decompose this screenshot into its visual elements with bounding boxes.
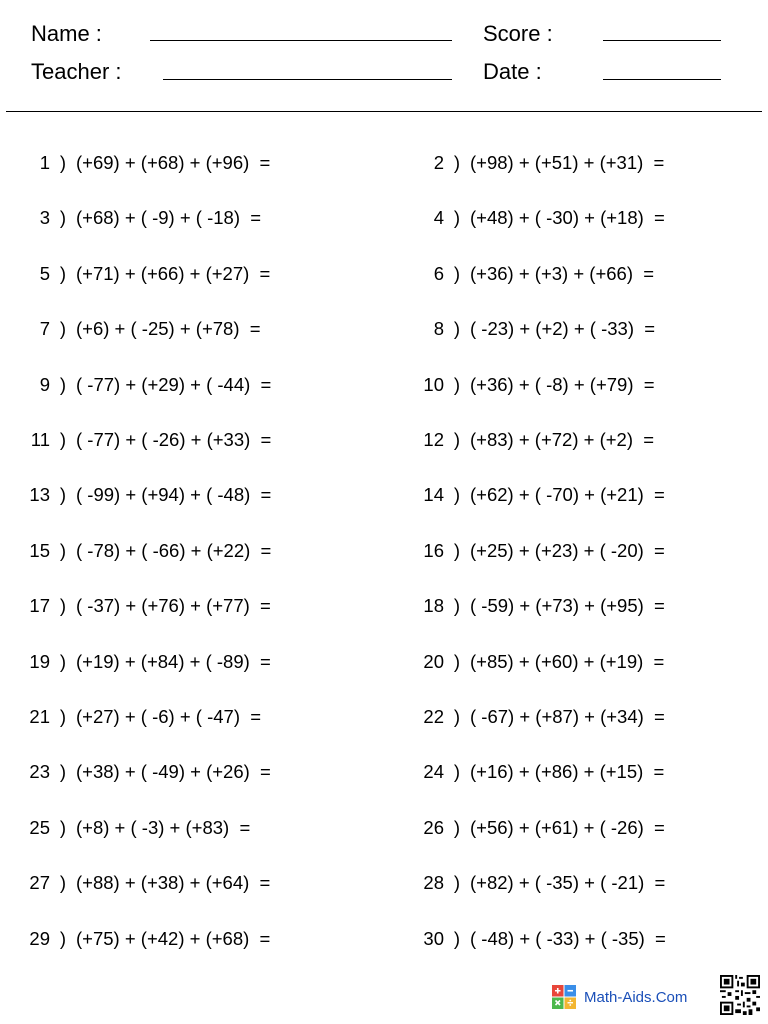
problem-item [16,373,272,395]
problem-number: 27 [29,872,50,894]
problem-number: 15 [29,539,50,561]
problem-number-paren: ) [59,152,67,173]
problem-expression: ( -99) + (+94) + ( -48) = [76,484,272,506]
problem-number-paren: ) [59,207,67,229]
problem-item [16,431,271,450]
problem-number: 14 [423,484,444,506]
problem-expression: (+75) + (+42) + (+68) = [76,927,271,949]
problem-expression: (+48) + ( -30) + (+18) = [470,207,665,229]
problem-item [410,431,654,450]
problem-number: 23 [29,761,50,783]
problem-number-paren: ) [453,539,461,561]
problem-expression: ( -48) + ( -33) + ( -35) = [470,927,666,949]
problem-item [16,650,271,672]
problem-number: 3 [39,207,50,229]
problem-item [16,708,261,727]
problem-item [410,209,665,228]
problem-number-paren: ) [453,650,461,672]
problem-item [410,597,665,616]
problem-number: 21 [29,706,50,727]
problem-number-paren: ) [59,373,67,395]
problem-expression: (+36) + ( -8) + (+79) = [470,373,655,395]
problem-number-paren: ) [59,262,67,284]
problem-expression: ( -77) + (+29) + ( -44) = [76,373,272,395]
problem-item [410,373,655,395]
score-label: Score : [483,21,553,46]
problem-number: 26 [423,816,444,838]
problem-number-paren: ) [453,429,461,450]
problem-number-paren: ) [453,927,461,949]
problem-expression: ( -37) + (+76) + (+77) = [76,595,271,617]
problem-number-paren: ) [59,927,67,949]
problem-expression: ( -59) + (+73) + (+95) = [470,595,665,617]
problem-number-paren: ) [453,318,461,340]
problem-item [410,539,665,561]
problem-expression: (+16) + (+86) + (+15) = [470,761,665,783]
problem-number-paren: ) [59,429,67,450]
problem-number: 29 [29,927,50,949]
problem-expression: ( -67) + (+87) + (+34) = [470,706,665,727]
problem-number: 16 [423,539,444,561]
problem-number: 13 [29,484,50,506]
teacher-label: Teacher : [31,59,122,84]
problem-expression: (+19) + (+84) + ( -89) = [76,650,271,672]
site-link[interactable]: Math-Aids.Com [584,989,688,1006]
problem-number-paren: ) [59,595,67,617]
problem-expression: (+83) + (+72) + (+2) = [470,429,655,450]
problem-number: 9 [39,373,50,395]
problem-number: 17 [29,595,50,617]
problem-expression: (+98) + (+51) + (+31) = [470,152,665,173]
problem-number: 24 [423,761,444,783]
problem-number: 2 [433,152,444,173]
problem-item [16,597,271,616]
problem-number-paren: ) [453,373,461,395]
problem-expression: (+69) + (+68) + (+96) = [76,152,271,173]
problem-expression: (+71) + (+66) + (+27) = [76,262,271,284]
problem-number-paren: ) [453,706,461,727]
problem-expression: ( -77) + ( -26) + (+33) = [76,429,272,450]
problem-expression: (+68) + ( -9) + ( -18) = [76,207,262,229]
problem-number: 22 [423,706,444,727]
problem-number-paren: ) [453,152,461,173]
problem-item [410,708,665,727]
problem-number-paren: ) [453,761,461,783]
name-label: Name : [31,21,102,46]
problem-expression: ( -23) + (+2) + ( -33) = [470,318,656,340]
problem-expression: (+62) + ( -70) + (+21) = [470,484,665,506]
problem-number: 28 [423,872,444,894]
problem-item [16,927,271,949]
problem-expression: (+38) + ( -49) + (+26) = [76,761,271,783]
problem-expression: (+82) + ( -35) + ( -21) = [470,872,666,894]
problem-number: 20 [423,650,444,672]
problem-number-paren: ) [453,872,461,894]
problem-number-paren: ) [453,484,461,506]
problem-item [16,154,270,173]
problem-item [410,320,655,339]
problem-item [16,874,270,893]
problem-item [16,262,271,284]
problem-item [410,874,665,893]
problem-number-paren: ) [59,484,67,506]
problem-number-paren: ) [59,539,67,561]
problem-item [410,154,664,173]
problem-number-paren: ) [59,761,67,783]
problem-number-paren: ) [59,650,67,672]
problem-item [16,209,261,228]
problem-item [410,486,665,505]
problem-item [410,262,655,284]
problem-expression: (+27) + ( -6) + ( -47) = [76,706,262,727]
problem-number-paren: ) [453,207,461,229]
problem-item [16,539,272,561]
problem-number: 11 [30,429,50,450]
qr-code-icon [720,975,760,1015]
problem-number: 5 [39,262,50,284]
problem-number-paren: ) [59,318,67,340]
problem-item [16,763,271,782]
problem-expression: (+88) + (+38) + (+64) = [76,872,271,894]
problem-expression: (+8) + ( -3) + (+83) = [76,816,251,838]
math-operations-icon [552,985,576,1009]
problem-item [16,486,271,505]
problem-expression: (+6) + ( -25) + (+78) = [76,318,261,340]
problem-number: 18 [423,595,444,617]
problem-number: 12 [423,429,444,450]
problem-expression: (+25) + (+23) + ( -20) = [470,539,665,561]
problem-number: 19 [29,650,50,672]
problem-number-paren: ) [453,816,461,838]
problem-number-paren: ) [59,706,67,727]
problem-item [410,816,665,838]
problem-item [16,320,261,339]
problem-number: 30 [423,927,444,949]
problem-number-paren: ) [453,595,461,617]
problem-item [16,816,251,838]
problem-expression: ( -78) + ( -66) + (+22) = [76,539,272,561]
problem-number: 10 [423,373,444,395]
problem-expression: (+85) + (+60) + (+19) = [470,650,665,672]
problem-number: 4 [433,207,444,229]
problem-number: 6 [433,262,444,284]
problem-item [410,763,664,782]
date-label: Date : [483,59,542,84]
problem-number-paren: ) [59,872,67,894]
problem-number-paren: ) [453,262,461,284]
problem-item [410,927,666,949]
problem-expression: (+36) + (+3) + (+66) = [470,262,655,284]
problem-number: 1 [39,152,50,173]
problem-expression: (+56) + (+61) + ( -26) = [470,816,665,838]
problem-number: 8 [433,318,444,340]
problem-number-paren: ) [59,816,67,838]
problem-number: 25 [29,816,50,838]
problem-item [410,650,665,672]
problem-number: 7 [39,318,50,340]
